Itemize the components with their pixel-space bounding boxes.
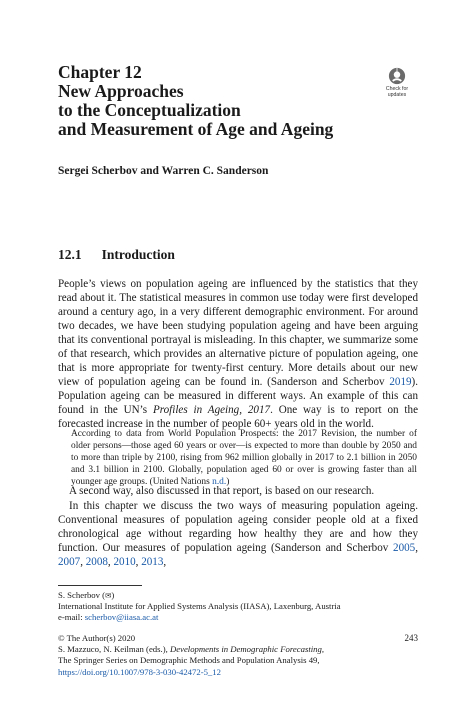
separator: , (107, 555, 114, 568)
copyright-line: © The Author(s) 2020 (58, 633, 136, 643)
paragraph-text: In this chapter we discuss the two ways of measuring population ageing. Conventional measures of population ageing consider people old at a fixed chronological age without regarding how healthy they are and how they function. Our measures of population ageing (Sanderson and Scherbov (58, 500, 418, 554)
author-footnote (58, 590, 438, 624)
paragraph-measures (58, 500, 418, 570)
paragraph-second-way: A second way, also discussed in that report, is based on our research. (69, 485, 375, 497)
book-title: Profiles in Ageing, 2017 (152, 403, 271, 416)
check-for-updates-badge[interactable] (378, 67, 416, 103)
book-footnote (58, 633, 438, 678)
separator: , (80, 555, 86, 568)
paragraph-text: . One way is to report on the forecasted increase in the number of people 60+ years old in the world. (58, 403, 418, 430)
paragraph-text: People’s views on population ageing are influenced by the statistics that they read about it. The statistical measures in common use today were first developed around a century ago, in a very different demographic environment. For around two decades, we have been studying population ageing and have been arguing that its conventional portrayal is misleading. In this chapter, we summarize some of that research, which provides an alternative picture of population ageing, one that is more appropriate for twenty-first century. More details about our new view of population ageing can be found in. (Sanderson and Scherbov (58, 278, 418, 388)
citation-link[interactable]: 2013 (141, 555, 164, 568)
book-title: Developments in Demographic Forecasting (169, 644, 322, 655)
separator: , (415, 541, 418, 554)
author-name: ) (111, 590, 115, 600)
page-number: 243 (404, 633, 418, 643)
series-line: The Springer Series on Demographic Methods and Population Analysis 49, (58, 655, 320, 666)
editors-text: , (321, 644, 325, 655)
authors: Sergei Scherbov and Warren C. Sanderson (58, 165, 269, 177)
chapter-heading (58, 63, 388, 139)
footnote-divider (58, 585, 142, 586)
editors-line (58, 644, 438, 655)
citation-link[interactable]: 2007 (58, 555, 81, 568)
quote-text: ) (226, 476, 230, 487)
mail-icon: ✉ (105, 591, 112, 600)
editors-text: S. Mazzuco, N. Keilman (eds.), (58, 644, 170, 655)
doi-link[interactable]: https://doi.org/10.1007/978-3-030-42472-5_12 (58, 666, 221, 677)
citation-link[interactable]: 2005 (393, 541, 416, 554)
email-link[interactable]: scherbov@iiasa.ac.at (84, 612, 159, 623)
citation-link[interactable]: 2008 (85, 555, 108, 568)
doi-line (58, 667, 438, 678)
citation-link[interactable]: 2010 (113, 555, 136, 568)
crossmark-icon (388, 67, 406, 85)
author-name: S. Scherbov ( (58, 590, 106, 600)
block-quote (71, 429, 417, 489)
separator: , (135, 555, 142, 568)
quote-text: According to data from World Population Prospects: the 2017 Revision, the number of older persons—those aged 60 years or over—is expected to more than double by 2050 and to more than triple by 2100, rising from 962 million globally in 2017 to 2.1 billion in 2050 and 3.1 billion in 2100. Globally, population aged 60 or over is growing faster than all younger age groups. (United Nations (71, 429, 417, 487)
footnote-author-line (58, 590, 438, 601)
paragraph-intro (58, 278, 418, 431)
section-title: Introduction (101, 247, 175, 262)
email-label: e-mail: (58, 612, 85, 623)
citation-link[interactable]: 2019 (389, 375, 412, 388)
citation-link[interactable]: n.d. (212, 476, 227, 487)
paragraph-text: ). Population ageing can be measured in different ways. An example of this can found in the UN’s (58, 375, 418, 416)
check-for-updates-label: Check for updates (385, 86, 409, 98)
footnote-email-line (58, 612, 438, 623)
section-number: 12.1 (58, 247, 82, 262)
chapter-title: New Approaches to the Conceptualization and Measurement of Age and Ageing (58, 81, 334, 139)
section-heading (58, 247, 175, 263)
author-affiliation: International Institute for Applied Systems Analysis (IIASA), Laxenburg, Austria (58, 601, 341, 612)
chapter-label: Chapter 12 (58, 62, 142, 82)
separator: , (163, 555, 167, 568)
